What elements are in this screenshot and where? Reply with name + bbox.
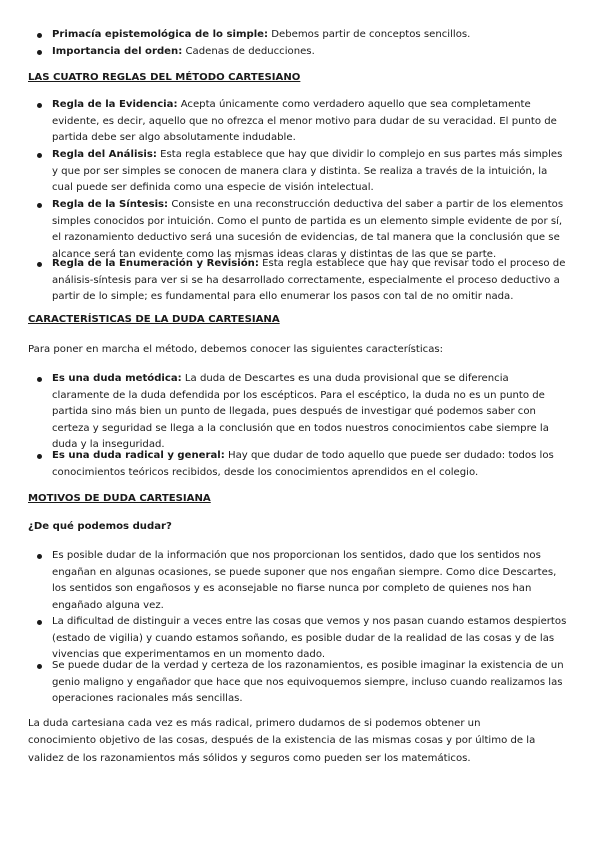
top-bullet-list	[0, 27, 600, 61]
item-text: Esta regla establece que hay que dividir lo complejo en sus partes más simples y que por ser simples se conocen de manera clara y distinta. Se realiza a través de la intuición, la cual puede ser definida como una especie de visión intelectual.	[52, 149, 563, 194]
list-item	[0, 97, 600, 147]
item-text: Se puede dudar de la verdad y certeza de los razonamientos, es posible imaginar la existencia de un genio maligno y engañador que hace que nos equivoquemos siempre, incluso cuando realizamos las operaciones racionales más sencillas.	[52, 660, 564, 705]
bullet-icon	[37, 153, 42, 158]
bullet-icon	[37, 50, 42, 55]
item-text: La duda de Descartes es una duda provisional que se diferencia claramente de la duda defendida por los escépticos. Para el escéptico, la duda no es un punto de partida sino más bien un punto de llegada, pues después de investigar qué podemos saber con certeza y seguridad se llega a la conclusión que en todos nuestros conocimientos cabe siempre la duda y la inseguridad.	[52, 373, 549, 451]
bullet-icon	[37, 454, 42, 459]
item-term: Regla de la Síntesis:	[52, 199, 169, 210]
section-heading-characteristics: CARACTERÍSTICAS DE LA DUDA CARTESIANA	[28, 314, 280, 325]
bullet-icon	[37, 203, 42, 208]
bullet-icon	[37, 33, 42, 38]
characteristics-list	[0, 371, 600, 482]
item-term: Importancia del orden:	[52, 46, 183, 57]
motives-question: ¿De qué podemos dudar?	[28, 521, 172, 532]
bullet-icon	[37, 620, 42, 625]
item-term: Regla de la Enumeración y Revisión:	[52, 258, 259, 269]
item-text: Debemos partir de conceptos sencillos.	[268, 29, 471, 40]
item-term: Regla del Análisis:	[52, 149, 157, 160]
section-heading-motives: MOTIVOS DE DUDA CARTESIANA	[28, 493, 211, 504]
bullet-icon	[37, 262, 42, 267]
bullet-icon	[37, 377, 42, 382]
item-term: Primacía epistemológica de lo simple:	[52, 29, 269, 40]
characteristics-intro: Para poner en marcha el método, debemos conocer las siguientes características:	[28, 344, 444, 355]
list-item	[0, 147, 600, 197]
bullet-icon	[37, 103, 42, 108]
item-text: Esta regla establece que hay que revisar todo el proceso de análisis-síntesis para ver si se ha desarrollado correctamente, especialmente el proceso deductivo a partir de lo simple; es fundamental para ello enumerar los pasos con tal de no omitir nada.	[52, 258, 566, 303]
motives-list	[0, 548, 600, 708]
motives-closing-paragraph: La duda cartesiana cada vez es más radical, primero dudamos de si podemos obtener un conocimiento objetivo de las cosas, después de la existencia de las mismas cosas y por último de la validez de los razonamientos más sólidos y seguros como pueden ser los matemáticos.	[28, 718, 536, 764]
bullet-icon	[37, 664, 42, 669]
list-item	[0, 27, 600, 44]
rules-list	[0, 97, 600, 306]
item-text: Consiste en una reconstrucción deductiva del saber a partir de los elementos simples conocidos por intuición. Como el punto de partida es un elemento simple evidente de por sí, el razonamiento deductivo será una sucesión de evidencias, de tal manera que la conclusión que se alcance será tan evidente como las mismas ideas claras y distintas de las que se parte.	[52, 199, 564, 260]
list-item	[0, 256, 600, 306]
item-text: Cadenas de deducciones.	[182, 46, 315, 57]
item-text: La dificultad de distinguir a veces entre las cosas que vemos y nos pasan cuando estamos despiertos (estado de vigilia) y cuando estamos soñando, es posible dudar de la realidad de las cosas y de las vivencias que experimentamos en un momento dado.	[52, 616, 567, 661]
list-item	[0, 614, 600, 661]
list-item	[0, 548, 600, 614]
item-text: Hay que dudar de todo aquello que puede ser dudado: todos los conocimientos teóricos recibidos, desde los conocimientos aprendidos en el colegio.	[52, 450, 554, 478]
list-item	[0, 448, 600, 482]
list-item	[0, 197, 600, 260]
bullet-icon	[37, 554, 42, 559]
item-term: Regla de la Evidencia:	[52, 99, 178, 110]
item-term: Es una duda radical y general:	[52, 450, 225, 461]
item-text: Acepta únicamente como verdadero aquello que sea completamente evidente, es decir, aquello que no ofrezca el menor motivo para dudar de su veracidad. El punto de partida debe ser algo absolutamente indudable.	[52, 99, 557, 144]
item-text: Es posible dudar de la información que nos proporcionan los sentidos, dado que los sentidos nos engañan en algunas ocasiones, se puede suponer que nos engañan siempre. Como dice Descartes, los sentidos son engañosos y es aconsejable no fiarse nunca por completo de quienes nos han engañado alguna vez.	[52, 550, 557, 611]
item-term: Es una duda metódica:	[52, 373, 182, 384]
section-heading-rules: LAS CUATRO REGLAS DEL MÉTODO CARTESIANO	[28, 72, 301, 83]
list-item	[0, 44, 600, 61]
list-item	[0, 658, 600, 708]
list-item	[0, 371, 600, 451]
